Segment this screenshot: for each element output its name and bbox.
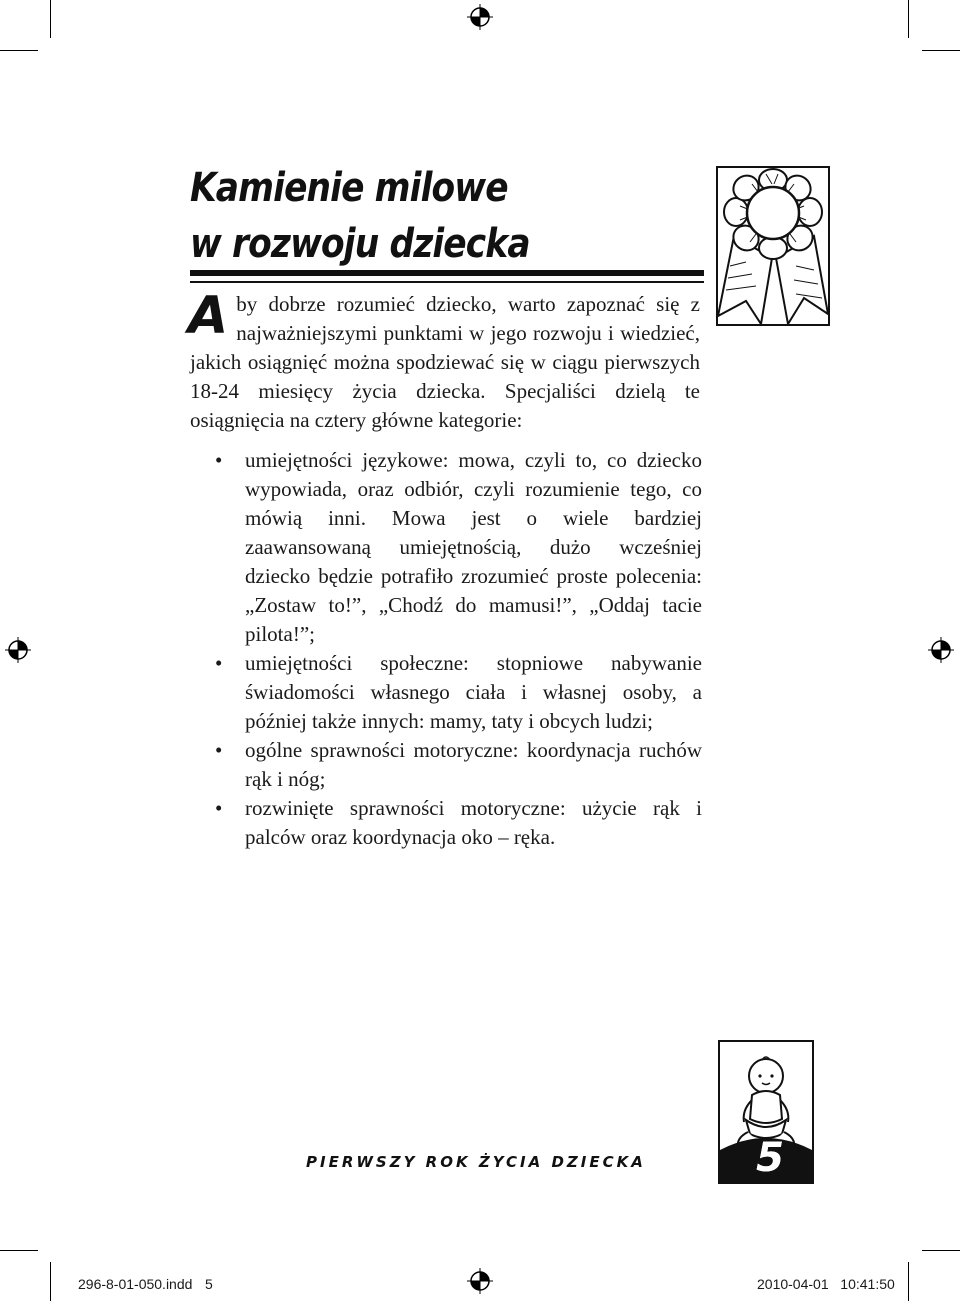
list-item [215,794,702,852]
crop-mark [908,1262,909,1301]
running-head: PIERWSZY ROK ŻYCIA DZIECKA [306,1153,646,1171]
crop-mark [0,1250,38,1251]
slug-file-name: 296-8-01-050.indd [78,1276,193,1292]
title-rule-thick [190,270,704,276]
crop-mark [908,0,909,38]
crop-mark [50,0,51,38]
crop-mark [922,50,960,51]
registration-mark-top-icon [467,4,493,30]
intro-paragraph [188,286,700,435]
bullet-icon: • [215,796,223,820]
slug-page: 5 [205,1276,213,1292]
page-title [190,160,530,272]
registration-mark-right-icon [928,637,954,663]
drop-cap: A [188,286,229,346]
list-item-text: umiejętności językowe: mowa, czyli to, co dziecko wypowiada, oraz odbiór, czyli rozumienie tego, co mówią inni. Mowa jest o wiele bardziej zaawansowaną umiejętnością, dużo wcześniej dziecko będzie potrafiło zrozumieć proste polecenia: „Zostaw to!”, „Chodź do mamusi!”, „Oddaj tacie pilota!”; [245,448,702,646]
milestone-category-list [215,446,702,852]
crop-mark [0,50,38,51]
registration-mark-bottom-icon [467,1268,493,1294]
page-number: 5 [756,1135,784,1181]
list-item-text: ogólne sprawności motoryczne: koordynacja ruchów rąk i nóg; [245,738,702,791]
list-item-text: umiejętności społeczne: stopniowe nabywanie świadomości własnego ciała i własnej osoby, a później także innych: mamy, taty i obcych ludzi; [245,651,702,733]
award-rosette-icon [716,166,830,326]
bullet-icon: • [215,448,223,472]
registration-mark-left-icon [5,637,31,663]
bullet-icon: • [215,738,223,762]
list-item [215,446,702,649]
slug-datetime: 2010-04-01 10:41:50 [757,1276,895,1292]
crop-mark [922,1250,960,1251]
list-item [215,736,702,794]
intro-text: by dobrze rozumieć dziecko, warto zapoznać się z najważniejszymi punktami w jego rozwoju i wiedzieć, jakich osiągnięć można spodziewać się w ciągu pierwszych 18-24 miesięcy życia dziecka. Specjaliści dzielą te osiągnięcia na cztery główne kategorie: [190,292,700,432]
title-line-1: Kamienie milowe [190,165,508,211]
bullet-icon: • [215,651,223,675]
list-item [215,649,702,736]
list-item-text: rozwinięte sprawności motoryczne: użycie rąk i palców oraz koordynacja oko – ręka. [245,796,702,849]
title-rule-thin [190,281,704,283]
crop-mark [50,1262,51,1301]
title-line-2: w rozwoju dziecka [190,221,530,267]
